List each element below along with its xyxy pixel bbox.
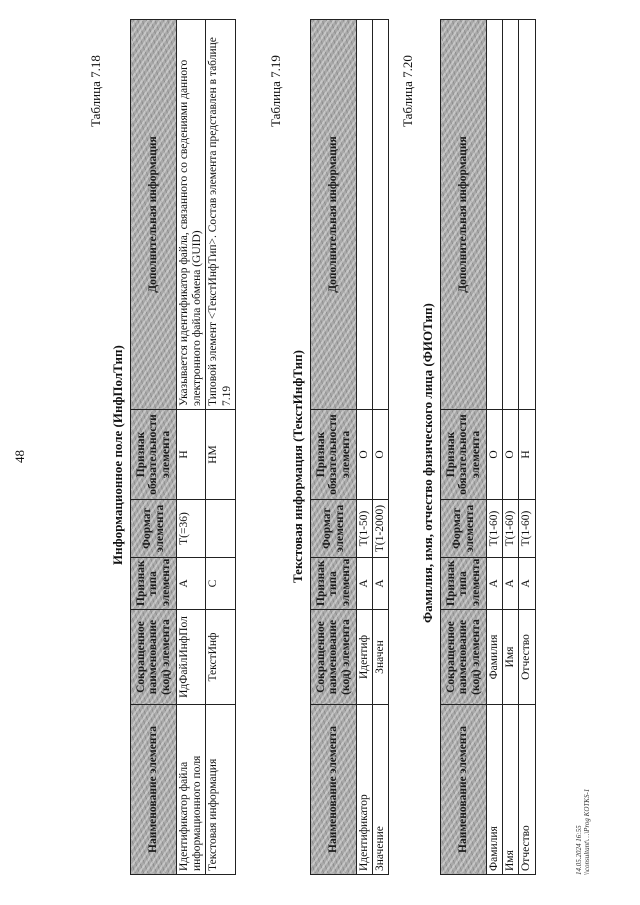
header-cell: Формат элемента <box>441 500 487 558</box>
table-cell: T(1-60) <box>503 500 519 558</box>
header-cell: Формат элемента <box>311 500 357 558</box>
table-7-20 <box>440 19 536 875</box>
table-7-19 <box>310 19 389 875</box>
table-7-20-caption: Фамилия, имя, отчество физического лица (ФИОТип) <box>420 303 435 623</box>
header-cell: Наименование элемента <box>311 705 357 875</box>
table-cell: А <box>357 558 373 610</box>
table-7-18-label: Таблица 7.18 <box>88 55 103 127</box>
header-cell: Признак типа элемента <box>131 558 177 610</box>
table-cell: Идентификатор файла информационного поля <box>177 705 206 875</box>
table-cell: Имя <box>503 610 519 705</box>
header-cell: Признак обязательности элемента <box>131 410 177 500</box>
table-7-18 <box>130 19 236 875</box>
table-cell: Отчество <box>519 705 535 875</box>
table-cell: Идентификатор <box>357 705 373 875</box>
table-cell: С <box>206 558 235 610</box>
table-row <box>177 20 206 875</box>
table-7-18-caption: Информационное поле (ИнфПолТип) <box>110 345 125 565</box>
table-row <box>519 20 535 875</box>
print-stamp <box>575 789 591 875</box>
table-cell: А <box>487 558 503 610</box>
table-header-row <box>311 20 357 875</box>
header-cell: Признак обязательности элемента <box>311 410 357 500</box>
table-cell: Типовой элемент <ТекстИнфТип>. Состав элемента представлен в таблице 7.19 <box>206 20 235 410</box>
table-cell: О <box>357 410 373 500</box>
table-row <box>487 20 503 875</box>
table-cell: ТекстИнф <box>206 610 235 705</box>
table-cell: А <box>373 558 389 610</box>
table-cell: Значение <box>373 705 389 875</box>
table-cell <box>357 20 373 410</box>
table-cell <box>487 20 503 410</box>
table-cell: T(1-60) <box>519 500 535 558</box>
header-cell: Дополнительная информация <box>441 20 487 410</box>
header-cell: Дополнительная информация <box>131 20 177 410</box>
table-cell: Фамилия <box>487 705 503 875</box>
table-cell: А <box>503 558 519 610</box>
table-cell: Н <box>519 410 535 500</box>
table-cell: О <box>503 410 519 500</box>
table-cell: Отчество <box>519 610 535 705</box>
table-cell <box>206 500 235 558</box>
table-cell: T(=36) <box>177 500 206 558</box>
table-cell: Текстовая информация <box>206 705 235 875</box>
table-row <box>373 20 389 875</box>
print-stamp-date: 14.05.2024 16:55 <box>575 825 583 875</box>
header-cell: Признак обязательности элемента <box>441 410 487 500</box>
table-cell: О <box>487 410 503 500</box>
table-7-19-label: Таблица 7.19 <box>268 55 283 127</box>
table-cell: T(1-2000) <box>373 500 389 558</box>
table-cell: Фамилия <box>487 610 503 705</box>
table-cell: ИдФайлИнфПол <box>177 610 206 705</box>
table-cell: Указывается идентификатор файла, связанного со сведениями данного электронного файла обмена (GUID) <box>177 20 206 410</box>
header-cell: Дополнительная информация <box>311 20 357 410</box>
table-cell: T(1-60) <box>487 500 503 558</box>
header-cell: Сокращенное наименование (код) элемента <box>441 610 487 705</box>
table-cell: Имя <box>503 705 519 875</box>
table-cell <box>519 20 535 410</box>
table-row <box>357 20 373 875</box>
header-cell: Признак типа элемента <box>311 558 357 610</box>
header-cell: Сокращенное наименование (код) элемента <box>131 610 177 705</box>
table-cell: О <box>373 410 389 500</box>
print-stamp-path: \\consultant\…\Prog KOTKS-1 <box>583 788 592 875</box>
table-cell: Значен <box>373 610 389 705</box>
table-7-19-caption: Текстовая информация (ТекстИнфТип) <box>290 350 305 583</box>
table-7-20-label: Таблица 7.20 <box>400 55 415 127</box>
table-cell: T(1-50) <box>357 500 373 558</box>
table-cell: НМ <box>206 410 235 500</box>
table-cell: А <box>519 558 535 610</box>
table-header-row <box>131 20 177 875</box>
table-cell: Н <box>177 410 206 500</box>
header-cell: Наименование элемента <box>441 705 487 875</box>
table-cell: А <box>177 558 206 610</box>
table-row <box>503 20 519 875</box>
table-header-row <box>441 20 487 875</box>
header-cell: Сокращенное наименование (код) элемента <box>311 610 357 705</box>
table-row <box>206 20 235 875</box>
page-number: 48 <box>12 450 27 463</box>
table-cell <box>503 20 519 410</box>
table-cell: Идентиф <box>357 610 373 705</box>
header-cell: Формат элемента <box>131 500 177 558</box>
header-cell: Наименование элемента <box>131 705 177 875</box>
header-cell: Признак типа элемента <box>441 558 487 610</box>
table-cell <box>373 20 389 410</box>
